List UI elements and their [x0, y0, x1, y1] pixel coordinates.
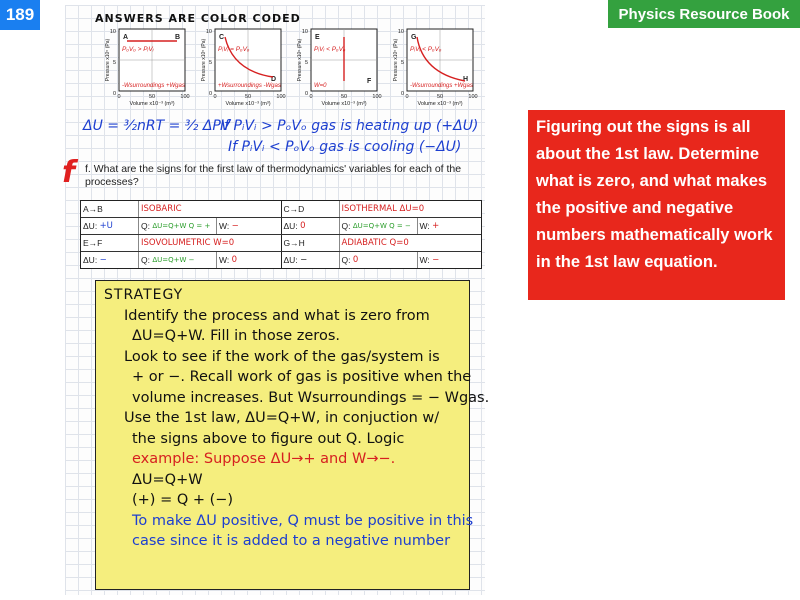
du-label: ΔU: — [283, 221, 298, 231]
du-value: 0 — [300, 221, 306, 231]
x-tick-label: 50 — [436, 94, 444, 100]
w-value: − — [432, 255, 440, 265]
page-number-badge: 189 — [0, 0, 40, 30]
point-label: F — [367, 78, 372, 85]
y-tick-label: 10 — [109, 29, 116, 35]
w-label: W: — [219, 221, 230, 231]
table-row — [81, 235, 481, 252]
strategy-line: ΔU=Q+W — [132, 471, 203, 488]
q-value: ΔU=Q+W Q = − — [352, 222, 411, 230]
du-value: − — [300, 255, 308, 265]
process-label: E→F — [83, 238, 103, 248]
point-label: A — [123, 34, 129, 41]
heating-rule: If PᵢVᵢ > PₒVₒ gas is heating up (+ΔU) — [220, 118, 479, 134]
strategy-line: To make ΔU positive, Q must be positive in this — [132, 512, 474, 529]
strategy-line: ΔU=Q+W. Fill in those zeros. — [132, 328, 340, 344]
graph-note-bottom: W=0 — [314, 83, 327, 89]
strategy-note — [95, 280, 490, 590]
q-value: 0 — [352, 255, 359, 265]
point-label: B — [175, 34, 181, 41]
process-type: ISOVOLUMETRIC W=0 — [138, 235, 281, 251]
strategy-line: case since it is added to a negative number — [132, 533, 451, 549]
strategy-line: Identify the process and what is zero from — [124, 307, 430, 324]
y-tick-label: 10 — [205, 29, 212, 35]
table-row — [81, 218, 481, 235]
w-value: 0 — [231, 255, 238, 265]
y-tick-label: 5 — [400, 60, 404, 66]
x-tick-label: 0 — [405, 94, 409, 100]
book-title-badge: Physics Resource Book — [608, 0, 800, 28]
y-axis-label: Pressure x10⁵ (Pa) — [105, 38, 111, 82]
w-value: − — [231, 221, 239, 231]
graph-note-top: PᵢVᵢ = PₒVₒ — [218, 46, 250, 53]
x-axis-label: Volume x10⁻³ (m³) — [417, 101, 463, 107]
f-mark: f — [62, 155, 76, 190]
x-tick-label: 100 — [276, 94, 286, 100]
strategy-title: STRATEGY — [104, 287, 184, 303]
process-type: ISOBARIC — [138, 201, 281, 217]
y-tick-label: 0 — [112, 91, 116, 97]
y-tick-label: 0 — [304, 91, 308, 97]
strategy-line: example: Suppose ΔU→+ and W→−. — [132, 451, 396, 467]
x-tick-label: 50 — [148, 94, 156, 100]
process-type: ADIABATIC Q=0 — [339, 235, 482, 251]
x-tick-label: 50 — [244, 94, 252, 100]
y-axis-label: Pressure x10⁵ (Pa) — [201, 38, 207, 82]
cooling-rule: If PᵢVᵢ < PₒVₒ gas is cooling (−ΔU) — [228, 139, 462, 155]
y-tick-label: 10 — [397, 29, 404, 35]
strategy-line: the signs above to figure out Q. Logic — [132, 430, 405, 447]
process-label: G→H — [283, 238, 305, 248]
graph-note-top: PₒVₒ > PᵢVᵢ — [122, 46, 154, 53]
q-label: Q: — [141, 221, 150, 231]
y-tick-label: 5 — [208, 60, 212, 66]
question-letter: f. — [85, 163, 91, 175]
x-tick-label: 0 — [213, 94, 217, 100]
y-tick-label: 0 — [400, 91, 404, 97]
x-tick-label: 100 — [468, 94, 478, 100]
process-type: ISOTHERMAL ΔU=0 — [339, 201, 482, 217]
du-value: − — [99, 255, 107, 265]
point-label: C — [219, 34, 225, 41]
strategy-line: Use the 1st law, ΔU=Q+W, in conjuction w/ — [124, 410, 440, 426]
strategy-line: + or −. Recall work of gas is positive when the — [132, 369, 472, 385]
strategy-line: Look to see if the work of the gas/system is — [124, 348, 440, 365]
x-axis-label: Volume x10⁻³ (m³) — [321, 101, 367, 107]
du-label: ΔU: — [283, 255, 298, 265]
graph-note-bottom: +Wsurroundings -Wgas — [218, 83, 281, 89]
x-axis-label: Volume x10⁻³ (m³) — [129, 101, 175, 107]
du-value: +U — [99, 221, 113, 231]
q-value: ΔU=Q+W − — [152, 256, 195, 264]
y-axis-label: Pressure x10⁵ (Pa) — [393, 38, 399, 82]
y-tick-label: 5 — [304, 60, 308, 66]
point-label: H — [463, 76, 469, 83]
y-tick-label: 0 — [208, 91, 212, 97]
graph-note-top: PᵢVᵢ < PₒVₒ — [410, 46, 442, 53]
x-tick-label: 0 — [117, 94, 121, 100]
question — [85, 163, 465, 189]
q-label: Q: — [141, 255, 150, 265]
x-tick-label: 50 — [340, 94, 348, 100]
point-label: G — [411, 34, 417, 41]
process-label: C→D — [283, 204, 305, 214]
du-label: ΔU: — [83, 255, 98, 265]
w-value: + — [432, 221, 440, 231]
table-row — [81, 201, 481, 218]
w-label: W: — [419, 255, 430, 265]
y-tick-label: 10 — [301, 29, 308, 35]
w-label: W: — [219, 255, 230, 265]
x-tick-label: 100 — [372, 94, 382, 100]
point-label: E — [315, 34, 320, 41]
strategy-line: volume increases. But Wsurroundings = − Wgas. — [132, 389, 490, 406]
point-label: D — [271, 76, 277, 83]
worksheet-heading: ANSWERS ARE COLOR CODED — [95, 12, 301, 25]
process-label: A→B — [83, 204, 103, 214]
table-row — [81, 252, 481, 268]
x-tick-label: 0 — [309, 94, 313, 100]
callout-box: Figuring out the signs is all about the 1st law. Determine what is zero, and what makes the positive and negative numbers mathematically work in the 1st law equation. — [528, 110, 785, 300]
q-label: Q: — [341, 255, 351, 265]
worksheet — [62, 5, 490, 595]
q-value: ΔU=Q+W Q = + — [152, 222, 211, 230]
strategy-line: (+) = Q + (−) — [132, 492, 234, 508]
signs-table — [80, 200, 482, 269]
du-label: ΔU: — [83, 221, 98, 231]
question-text: What are the signs for the first law of thermodynamics' variables for each of the processes? — [85, 163, 462, 188]
y-tick-label: 5 — [112, 60, 116, 66]
energy-equation: ΔU = ³⁄₂nRT = ³⁄₂ ΔPV — [83, 118, 231, 134]
graph-note-bottom: -Wsurroundings +Wgas — [122, 83, 185, 89]
pv-graphs — [105, 27, 485, 117]
graph-note-top: PᵢVᵢ < PₒVₒ — [314, 46, 346, 53]
w-label: W: — [419, 221, 430, 231]
x-tick-label: 100 — [180, 94, 190, 100]
q-label: Q: — [341, 221, 351, 231]
y-axis-label: Pressure x10⁵ (Pa) — [297, 38, 303, 82]
graph-note-bottom: -Wsurroundings +Wgas — [410, 83, 473, 89]
x-axis-label: Volume x10⁻³ (m³) — [225, 101, 271, 107]
